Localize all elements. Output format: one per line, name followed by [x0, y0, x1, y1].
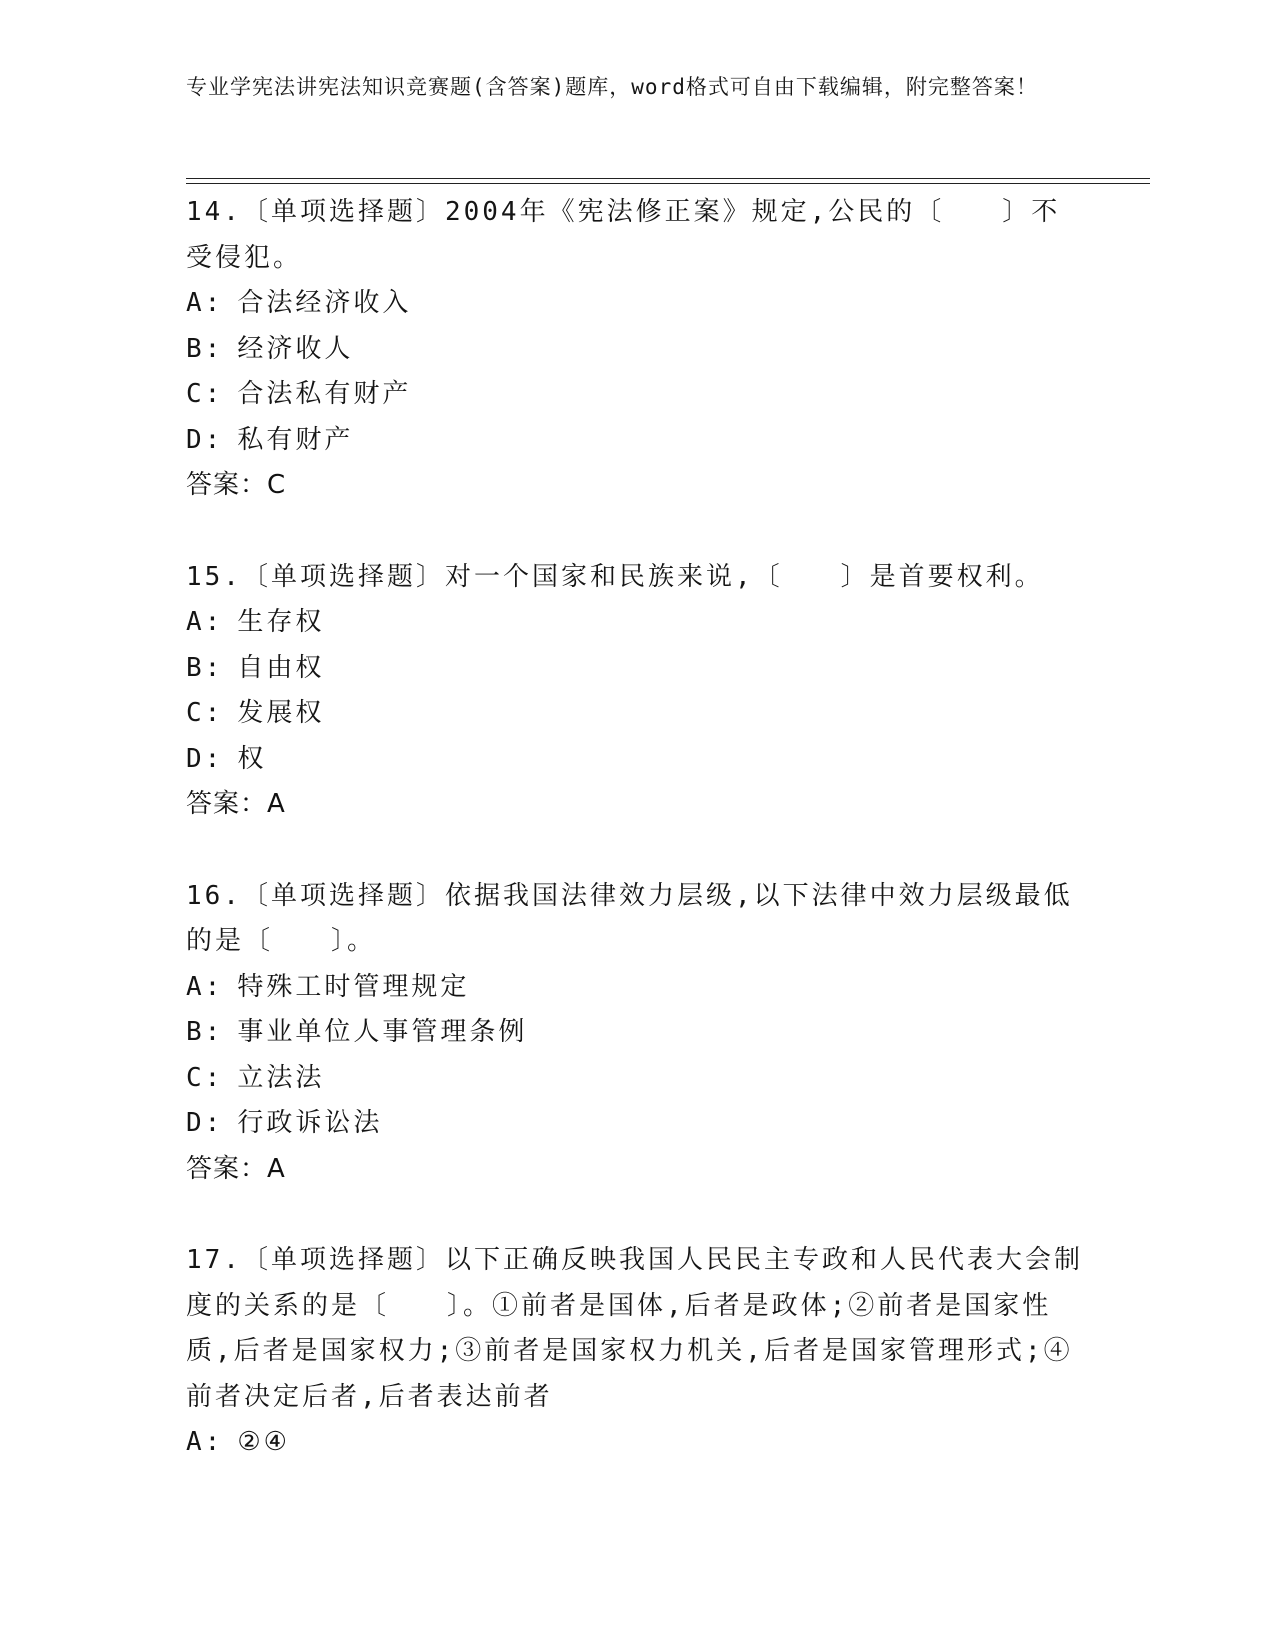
- option-list: [186, 1420, 1086, 1466]
- option-letter: D:: [186, 1108, 224, 1138]
- question-15: [186, 555, 1086, 828]
- question-16: [186, 874, 1086, 1193]
- option-letter: A:: [186, 1427, 224, 1457]
- option-letter: A:: [186, 971, 224, 1002]
- option-b: [186, 646, 1086, 692]
- option-letter: B:: [186, 1017, 224, 1047]
- option-letter: A:: [186, 607, 224, 637]
- option-text: 合法经济收入: [237, 288, 412, 318]
- option-text: 立法法: [237, 1062, 325, 1093]
- answer-line: 答案：C: [186, 470, 287, 500]
- option-list: [186, 965, 1086, 1147]
- option-text: 行政诉讼法: [237, 1108, 383, 1138]
- answer-line: 答案：A: [186, 789, 286, 819]
- option-c: [186, 372, 1086, 418]
- document-intro: 专业学宪法讲宪法知识竞赛题(含答案)题库，word格式可自由下载编辑，附完整答案！: [186, 75, 1038, 99]
- option-letter: D:: [186, 743, 224, 774]
- header-divider-top: [186, 178, 1150, 179]
- option-d: [186, 418, 1086, 464]
- option-letter: D:: [186, 424, 224, 455]
- option-b: [186, 1010, 1086, 1056]
- option-text: 合法私有财产: [237, 379, 412, 409]
- option-d: [186, 1101, 1086, 1147]
- option-letter: C:: [186, 698, 224, 728]
- option-text: 事业单位人事管理条例: [237, 1017, 528, 1047]
- option-list: [186, 281, 1086, 463]
- option-text: 发展权: [237, 698, 325, 728]
- question-stem: 15.〔单项选择题〕对一个国家和民族来说,〔 〕是首要权利。: [186, 561, 1044, 592]
- option-b: [186, 327, 1086, 373]
- option-text: 经济收人: [237, 333, 354, 364]
- option-c: [186, 1056, 1086, 1102]
- option-a: [186, 600, 1086, 646]
- option-text: 私有财产: [237, 424, 354, 455]
- question-stem: 14.〔单项选择题〕2004年《宪法修正案》规定,公民的〔 〕不受侵犯。: [186, 197, 1061, 273]
- option-a: [186, 965, 1086, 1011]
- option-letter: B:: [186, 652, 224, 683]
- answer-line: 答案：A: [186, 1153, 286, 1184]
- option-letter: B:: [186, 333, 224, 364]
- question-stem: 17.〔单项选择题〕以下正确反映我国人民民主专政和人民代表大会制度的关系的是〔 〕。①前者是国体,后者是政体;②前者是国家性质,后者是国家权力;③前者是国家权力机关,后者是国家管理形式;④前者决定后者,后者表达前者: [186, 1245, 1083, 1412]
- option-letter: C:: [186, 1062, 224, 1093]
- option-letter: C:: [186, 379, 224, 409]
- option-text: 自由权: [237, 652, 325, 683]
- question-stem: 16.〔单项选择题〕依据我国法律效力层级,以下法律中效力层级最低的是〔 〕。: [186, 880, 1073, 956]
- option-c: [186, 691, 1086, 737]
- question-17: [186, 1238, 1086, 1466]
- option-a: [186, 281, 1086, 327]
- option-text: 权: [237, 743, 267, 774]
- option-text: ②④: [237, 1427, 290, 1457]
- option-d: [186, 737, 1086, 783]
- option-list: [186, 600, 1086, 782]
- question-14: [186, 190, 1086, 509]
- option-text: 生存权: [237, 607, 325, 637]
- question-list: [186, 190, 1086, 1512]
- header-divider-bottom: [186, 183, 1150, 184]
- option-letter: A:: [186, 288, 224, 318]
- option-a: [186, 1420, 1086, 1466]
- option-text: 特殊工时管理规定: [237, 971, 470, 1002]
